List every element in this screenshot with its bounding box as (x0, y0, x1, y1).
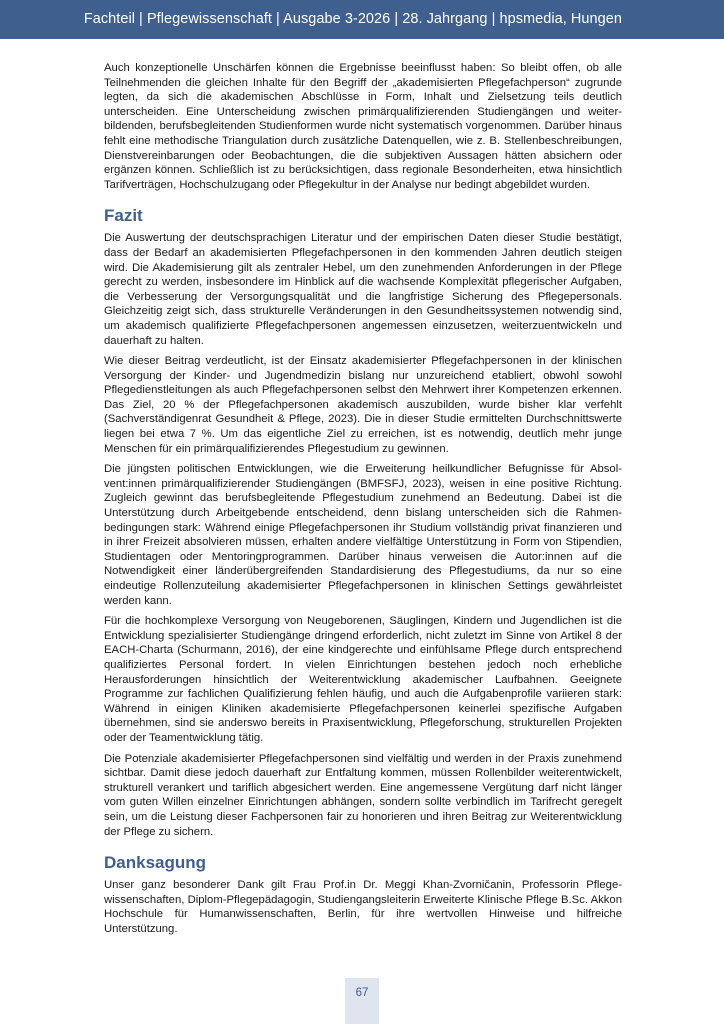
fazit-paragraph-3: Die jüngsten politischen Entwicklungen, wie die Erweiterung heilkundlicher Befugnisse für Absolvent:innen primärqualifizierender Studiengängen (BMFSFJ, 2023), weisen in eine positive Richtung. Zugleich gewinnt das berufsbegleitende Pflegestudium zunehmend an Bedeutung. Dabei ist die Unterstützung durch Arbeitgebende entscheidend, denn bislang unterscheiden sich die Rahmenbedingungen stark: Während einige Pflegefachpersonen ihr Studium vollständig privat finanzieren und in ihrer Freizeit absolvieren müssen, erhalten andere vielfältige Unterstützung in Form von Stipendien, Studientagen oder Mentoringprogrammen. Darüber hinaus verweisen die Autor:innen auf die Notwendigkeit einer länderübergreifenden Standardisierung des Pflegestudiums, da nur so eine eindeutige Rollenzuteilung akademisierter Pflegefachpersonen in klinischen Settings gewährleistet werden kann. (104, 463, 622, 607)
page-number-tab (345, 978, 379, 1024)
section-heading-fazit: Fazit (104, 206, 143, 226)
fazit-paragraph-5: Die Potenziale akademisierter Pflegefachpersonen sind vielfältig und werden in der Praxis zunehmend sichtbar. Damit diese jedoch dauerhaft zur Entfaltung kommen, müssen Rollenbilder weiterentwickelt, strukturell verankert und tariflich abgesichert werden. Eine angemessene Vergütung darf nicht länger vom guten Willen einzelner Einrichtungen abhängen, sondern sollte verbindlich im Tarifrecht geregelt sein, um die Leistung dieser Fachpersonen fair zu honorieren und ihren Beitrag zur Weiterentwicklung der Pflege zu sichern. (104, 752, 622, 838)
article-body (104, 61, 622, 942)
fazit-paragraph-2: Wie dieser Beitrag verdeutlicht, ist der Einsatz akademisierter Pflegefachpersonen in der klinischen Versorgung der Kinder- und Jugendmedizin bislang nur unzureichend etabliert, obwohl sowohl Pflegedienstleitungen als auch Pflegefachpersonen selbst den Mehrwert ihrer Kompetenzen erkennen. Das Ziel, 20 % der Pflegefachpersonen akademisch auszubilden, wurde bisher klar verfehlt (Sachverständigenrat Gesundheit & Pflege, 2023). Die in dieser Studie ermittelten Durchschnittswerte liegen bei etwa 7 %. Um das eigentliche Ziel zu erreichen, ist es notwendig, deutlich mehr junge Menschen für ein primärqualifizierendes Pflegestudium zu gewinnen. (104, 355, 622, 455)
page-number: 67 (355, 987, 369, 999)
running-header (0, 0, 724, 39)
danksagung-paragraph: Unser ganz besonderer Dank gilt Frau Prof.in Dr. Meggi Khan-Zvorničanin, Professorin Pflegewissenschaften, Diplom-Pflegepädagogin, Studiengangsleiterin Erweiterte Klinische Pflege B.Sc. Akkon Hochschule für Humanwissenschaften, Berlin, für ihre wertvollen Hinweise und hilfreiche Unterstützung. (104, 879, 622, 935)
intro-paragraph: Auch konzeptionelle Unschärfen können die Ergebnisse beeinflusst haben: So bleibt offen, ob alle Teilnehmenden die gleichen Inhalte für den Begriff der „akademisierten Pflegefachperson“ zugrunde legten, da sich die akademischen Abschlüsse in Form, Inhalt und Zielsetzung teils deutlich unterscheiden. Eine Unterscheidung zwischen primärqualifizierenden Studiengängen und weiterbildenden, berufsbegleitenden Studienformen wurde nicht systematisch vorgenommen. Darüber hinaus fehlt eine methodische Triangulation durch zusätzliche Datenquellen, wie z. B. Stellenbeschreibungen, Dienstvereinbarungen oder Beobachtungen, die die subjektiven Aussagen hätten absichern oder ergänzen können. Schließlich ist zu berücksichtigen, dass regionale Besonderheiten, etwa hinsichtlich Tarifverträgen, Hochschulzugang oder Pflegekultur in der Analyse nur bedingt abgebildet wurden. (104, 62, 622, 191)
fazit-paragraph-4: Für die hochkomplexe Versorgung von Neugeborenen, Säuglingen, Kindern und Jugendlichen ist die Entwicklung spezialisierter Studiengänge dringend erforderlich, nicht zuletzt im Sinne von Artikel 8 der EACH-Charta (Schurmann, 2016), der eine kindgerechte und einfühlsame Pflege durch entsprechend qualifiziertes Personal fordert. In vielen Einrichtungen bestehen jedoch noch erhebliche Herausforderungen hinsichtlich der Weiterentwicklung akademischer Laufbahnen. Geeignete Programme zur fachlichen Qualifizierung fehlen häufig, und auch die Aufgabenprofile variieren stark: Während in einigen Kliniken akademisierte Pflegefachpersonen keinerlei spezifische Aufgaben übernehmen, sind sie anderswo bereits in Praxisentwicklung, Pflegeforschung, strukturellen Projekten oder der Teamentwicklung tätig. (104, 615, 622, 744)
fazit-paragraph-1: Die Auswertung der deutschsprachigen Literatur und der empirischen Daten dieser Studie bestätigt, dass der Bedarf an akademisierten Pflegefachpersonen in den kommenden Jahren deutlich steigen wird. Die Akademisierung gilt als zentraler Hebel, um den zunehmenden Anforderungen in der Pflege gerecht zu werden, insbesondere im Hinblick auf die wachsende Komplexität pflegerischer Aufgaben, die Verbesserung der Versorgungsqualität und die langfristige Sicherung des Pflegepersonals. Gleichzeitig zeigt sich, dass strukturelle Veränderungen in den Gesundheitssystemen notwendig sind, um akademisch qualifizierte Pflegefachpersonen angemessen einzusetzen, weiterzuentwickeln und dauerhaft zu halten. (104, 232, 622, 347)
section-heading-danksagung: Danksagung (104, 853, 207, 873)
running-header-text: Fachteil | Pflegewissenschaft | Ausgabe 3-2026 | 28. Jahrgang | hpsmedia, Hungen (83, 11, 622, 27)
